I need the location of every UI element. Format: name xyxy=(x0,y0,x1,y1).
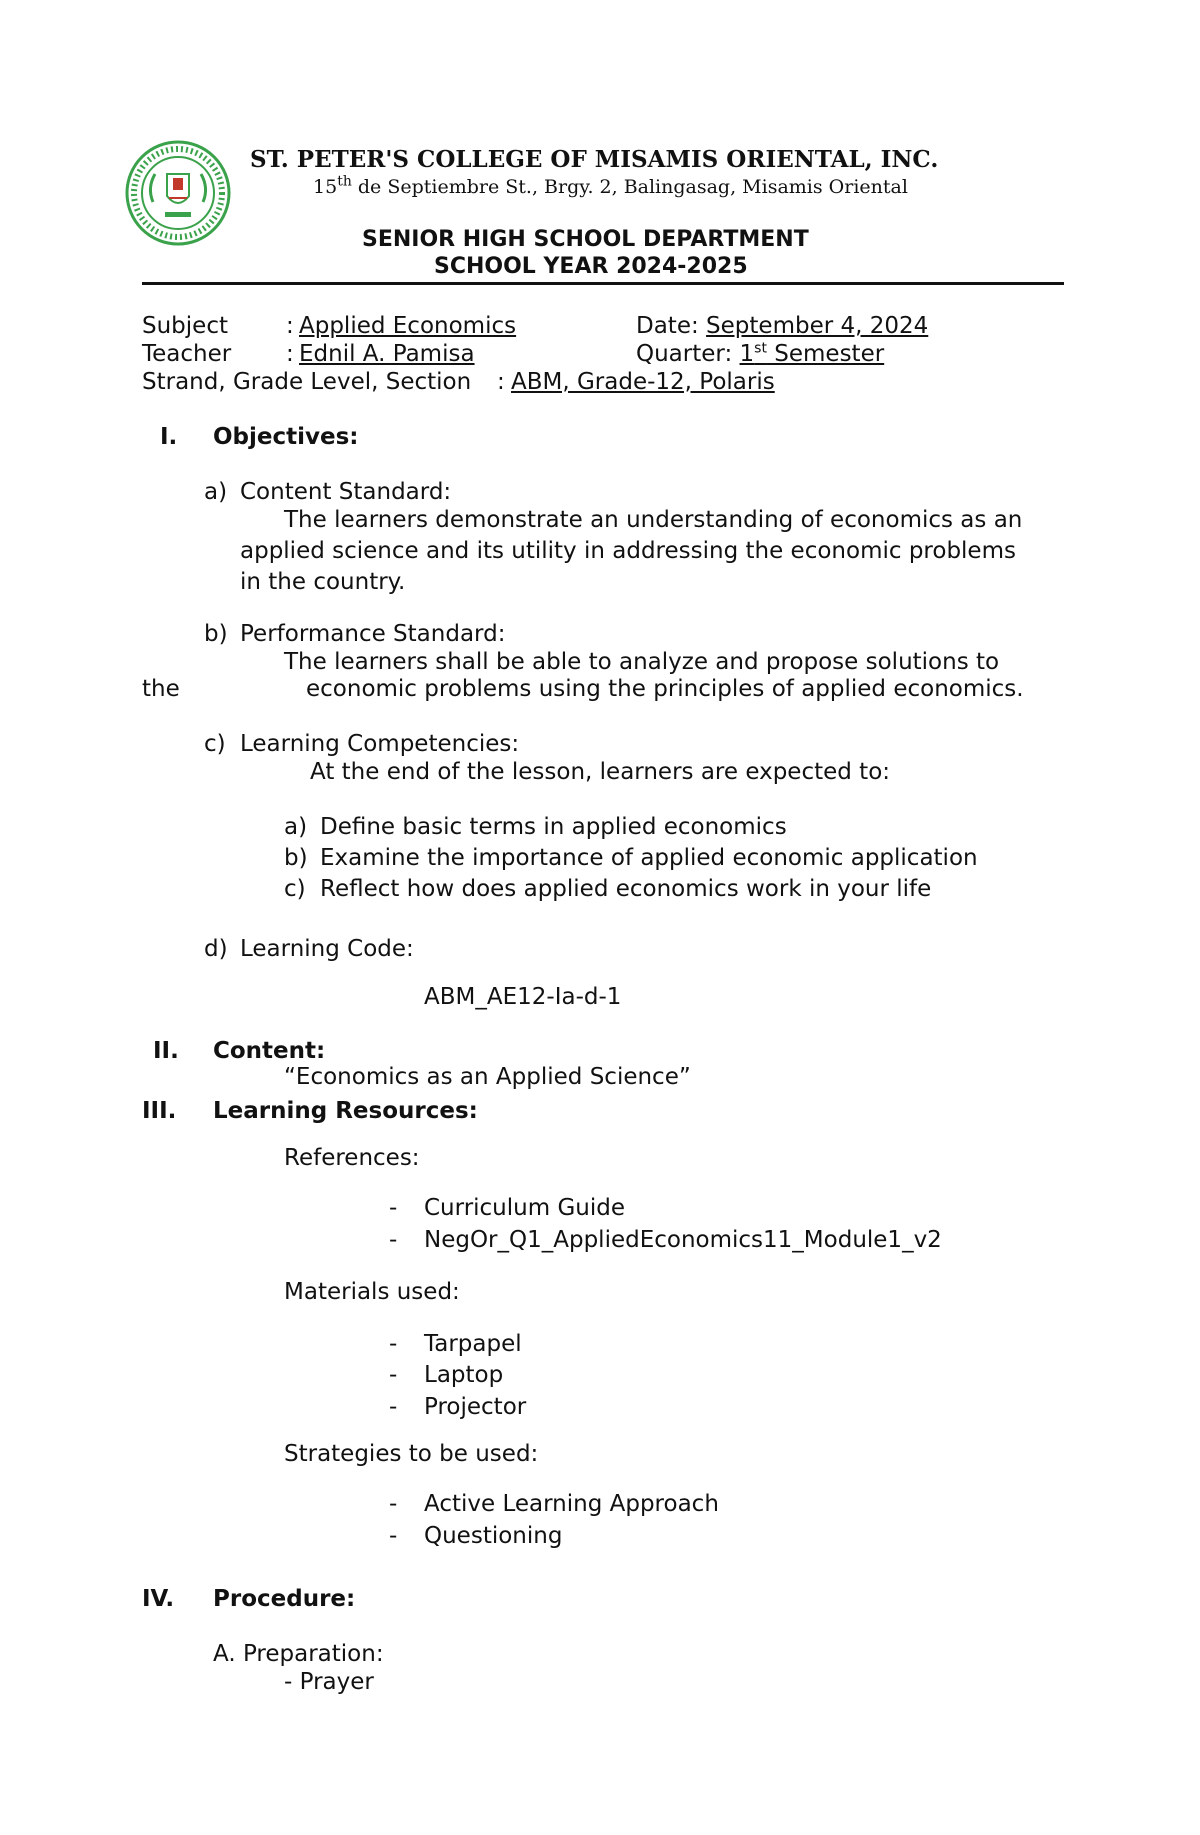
competency-letter: b) xyxy=(284,845,308,871)
content-standard-label: Content Standard: xyxy=(240,479,452,505)
performance-standard-line2: economic problems using the principles of applied economics. xyxy=(306,676,1024,702)
procedure-numeral: IV. xyxy=(142,1586,175,1612)
school-seal-logo xyxy=(125,140,231,246)
list-dash: - xyxy=(389,1331,398,1357)
materials-label: Materials used: xyxy=(284,1279,460,1305)
list-dash: - xyxy=(389,1362,398,1388)
performance-standard-letter: b) xyxy=(204,621,228,647)
competency-item: Define basic terms in applied economics xyxy=(320,814,787,840)
strand-value: ABM, Grade-12, Polaris xyxy=(511,369,775,395)
quarter-field: Quarter: 1st Semester xyxy=(636,340,885,367)
procedure-heading: Procedure: xyxy=(213,1586,356,1612)
strand-colon: : xyxy=(497,369,505,395)
subject-value: Applied Economics xyxy=(299,313,517,339)
competency-item: Reflect how does applied economics work in your life xyxy=(320,876,932,902)
content-standard-letter: a) xyxy=(204,479,228,505)
list-dash: - xyxy=(389,1394,398,1420)
resources-heading: Learning Resources: xyxy=(213,1098,478,1124)
list-dash: - xyxy=(389,1523,398,1549)
competency-letter: a) xyxy=(284,814,308,840)
date-field: Date: September 4, 2024 xyxy=(636,313,929,339)
references-label: References: xyxy=(284,1145,420,1171)
learning-code-label: Learning Code: xyxy=(240,936,414,962)
strategies-label: Strategies to be used: xyxy=(284,1441,539,1467)
material-item: Laptop xyxy=(424,1362,504,1388)
school-name: ST. PETER'S COLLEGE OF MISAMIS ORIENTAL, INC. xyxy=(250,146,939,173)
school-year: SCHOOL YEAR 2024-2025 xyxy=(434,254,748,279)
teacher-colon: : xyxy=(286,341,294,367)
performance-standard-label: Performance Standard: xyxy=(240,621,506,647)
material-item: Projector xyxy=(424,1394,527,1420)
reference-item: NegOr_Q1_AppliedEconomics11_Module1_v2 xyxy=(424,1227,942,1253)
competencies-letter: c) xyxy=(204,731,226,757)
list-dash: - xyxy=(389,1227,398,1253)
competencies-intro: At the end of the lesson, learners are expected to: xyxy=(310,759,891,785)
content-numeral: II. xyxy=(153,1038,179,1064)
performance-standard-the: the xyxy=(142,676,180,702)
header-divider xyxy=(142,282,1064,285)
strand-label: Strand, Grade Level, Section xyxy=(142,369,472,395)
learning-code-letter: d) xyxy=(204,936,228,962)
quarter-value: 1st Semester xyxy=(739,340,885,367)
subject-colon: : xyxy=(286,313,294,339)
department-title: SENIOR HIGH SCHOOL DEPARTMENT xyxy=(362,227,809,252)
performance-standard-line1: The learners shall be able to analyze and propose solutions to xyxy=(284,649,1000,675)
reference-item: Curriculum Guide xyxy=(424,1195,625,1221)
list-dash: - xyxy=(389,1491,398,1517)
content-standard-line1: The learners demonstrate an understanding of economics as an xyxy=(284,507,1023,533)
strategy-item: Active Learning Approach xyxy=(424,1491,719,1517)
content-standard-line3: in the country. xyxy=(240,569,406,595)
content-standard-line2: applied science and its utility in addressing the economic problems xyxy=(240,538,1016,564)
competency-letter: c) xyxy=(284,876,306,902)
list-dash: - xyxy=(389,1195,398,1221)
school-address: 15th de Septiembre St., Brgy. 2, Balingasag, Misamis Oriental xyxy=(313,173,908,198)
objectives-numeral: I. xyxy=(160,424,178,450)
content-title: “Economics as an Applied Science” xyxy=(284,1064,691,1090)
preparation-item: - Prayer xyxy=(284,1669,374,1695)
resources-numeral: III. xyxy=(142,1098,177,1124)
subject-label: Subject xyxy=(142,313,228,339)
material-item: Tarpapel xyxy=(424,1331,522,1357)
content-heading: Content: xyxy=(213,1038,326,1064)
objectives-heading: Objectives: xyxy=(213,424,359,450)
teacher-label: Teacher xyxy=(142,341,232,367)
preparation-label: A. Preparation: xyxy=(213,1641,384,1667)
competencies-label: Learning Competencies: xyxy=(240,731,520,757)
teacher-value: Ednil A. Pamisa xyxy=(299,341,475,367)
competency-item: Examine the importance of applied economic application xyxy=(320,845,978,871)
learning-code-value: ABM_AE12-Ia-d-1 xyxy=(424,984,622,1010)
strategy-item: Questioning xyxy=(424,1523,563,1549)
date-value: September 4, 2024 xyxy=(706,313,929,339)
